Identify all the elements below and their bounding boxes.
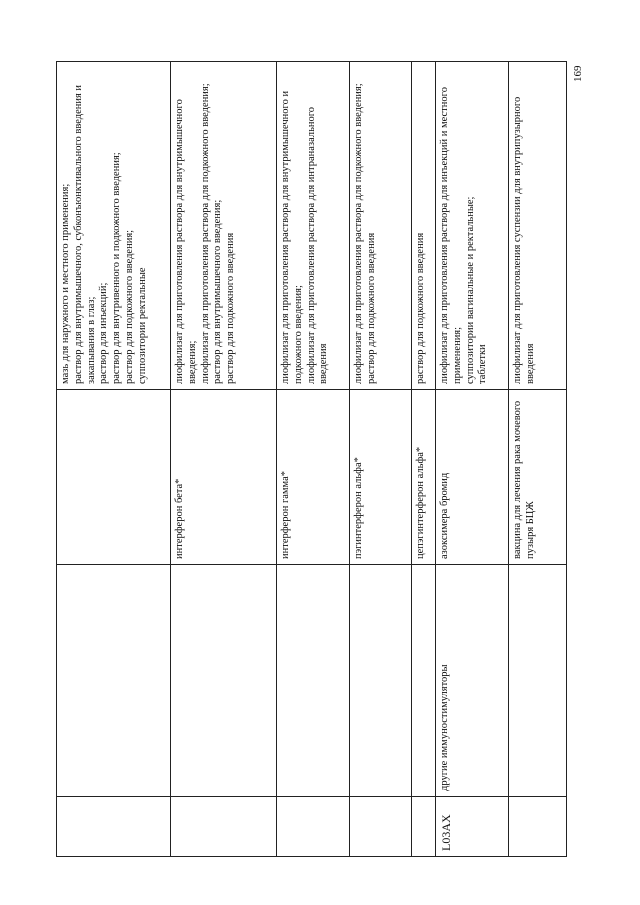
dosage-form: раствор для внутримышечного, субконъюнктивального введения и закапывания в глаз;	[72, 84, 97, 384]
dosage-forms-cell	[412, 62, 436, 390]
atc-code-cell	[57, 797, 171, 857]
drug-name-cell: интерферон гамма*	[277, 390, 350, 565]
dosage-form: мазь для наружного и местного применения;	[60, 183, 71, 384]
atc-code-cell	[350, 797, 412, 857]
drug-name-cell: цепэгинтерферон альфа*	[412, 390, 436, 565]
dosage-forms-cell	[57, 62, 171, 390]
dosage-form: лиофилизат для приготовления раствора для подкожного введения;	[199, 83, 211, 384]
drug-table-container	[56, 62, 566, 857]
group-cell: другие иммуностимуляторы	[436, 565, 509, 797]
dosage-form: раствор для внутримышечного введения;	[212, 199, 224, 384]
atc-code-cell	[171, 797, 277, 857]
dosage-form: раствор для подкожного введения;	[123, 229, 135, 384]
dosage-form: суппозитории вагинальные и ректальные;	[464, 196, 476, 384]
dosage-form: раствор для подкожного введения	[415, 232, 426, 384]
table-row	[57, 62, 171, 857]
drug-name-cell: азоксимера бромид	[436, 390, 509, 565]
drug-name-cell: вакцина для лечения рака мочевого пузыря БЦЖ	[509, 390, 567, 565]
page-number-text: 169	[572, 65, 584, 82]
dosage-forms-cell	[436, 62, 509, 390]
group-cell	[412, 565, 436, 797]
dosage-form: лиофилизат для приготовления раствора для внутримышечного и подкожного введения;	[280, 90, 304, 384]
table-row	[277, 62, 350, 857]
dosage-forms-cell	[350, 62, 412, 390]
atc-code-cell: L03AX	[436, 797, 509, 857]
drug-table	[56, 61, 567, 857]
table-row	[509, 62, 567, 857]
group-cell	[277, 565, 350, 797]
dosage-form: лиофилизат для приготовления раствора для внутримышечного введения;	[174, 99, 198, 384]
drug-name-cell	[57, 390, 171, 565]
dosage-form: таблетки	[477, 344, 489, 384]
atc-code-cell	[412, 797, 436, 857]
dosage-forms-cell	[509, 62, 567, 390]
dosage-form: раствор для внутривенного и подкожного введения;	[111, 152, 123, 384]
dosage-form: раствор для подкожного введения	[225, 232, 237, 384]
dosage-form: лиофилизат для приготовления раствора для инъекций и местного применения;	[439, 87, 463, 384]
atc-code-cell	[277, 797, 350, 857]
page-number	[572, 58, 594, 88]
drug-name-cell: пэгинтерферон альфа*	[350, 390, 412, 565]
group-cell	[171, 565, 277, 797]
dosage-form: раствор для инъекций;	[98, 282, 110, 384]
group-cell	[350, 565, 412, 797]
drug-name-cell: интерферон бета*	[171, 390, 277, 565]
drug-table-body	[57, 62, 567, 857]
dosage-forms-cell	[171, 62, 277, 390]
dosage-form: лиофилизат для приготовления раствора для подкожного введения;	[353, 83, 364, 384]
dosage-form: раствор для подкожного введения	[365, 232, 377, 384]
table-row	[412, 62, 436, 857]
dosage-forms-cell	[277, 62, 350, 390]
table-row	[171, 62, 277, 857]
table-row	[350, 62, 412, 857]
dosage-form: лиофилизат для приготовления раствора для интраназального введения	[305, 106, 330, 384]
atc-code-cell	[509, 797, 567, 857]
dosage-form: суппозитории ректальные	[136, 267, 148, 384]
table-row	[436, 62, 509, 857]
group-cell	[57, 565, 171, 797]
group-cell	[509, 565, 567, 797]
dosage-form: лиофилизат для приготовления суспензии для внутрипузырного введения	[512, 96, 536, 384]
